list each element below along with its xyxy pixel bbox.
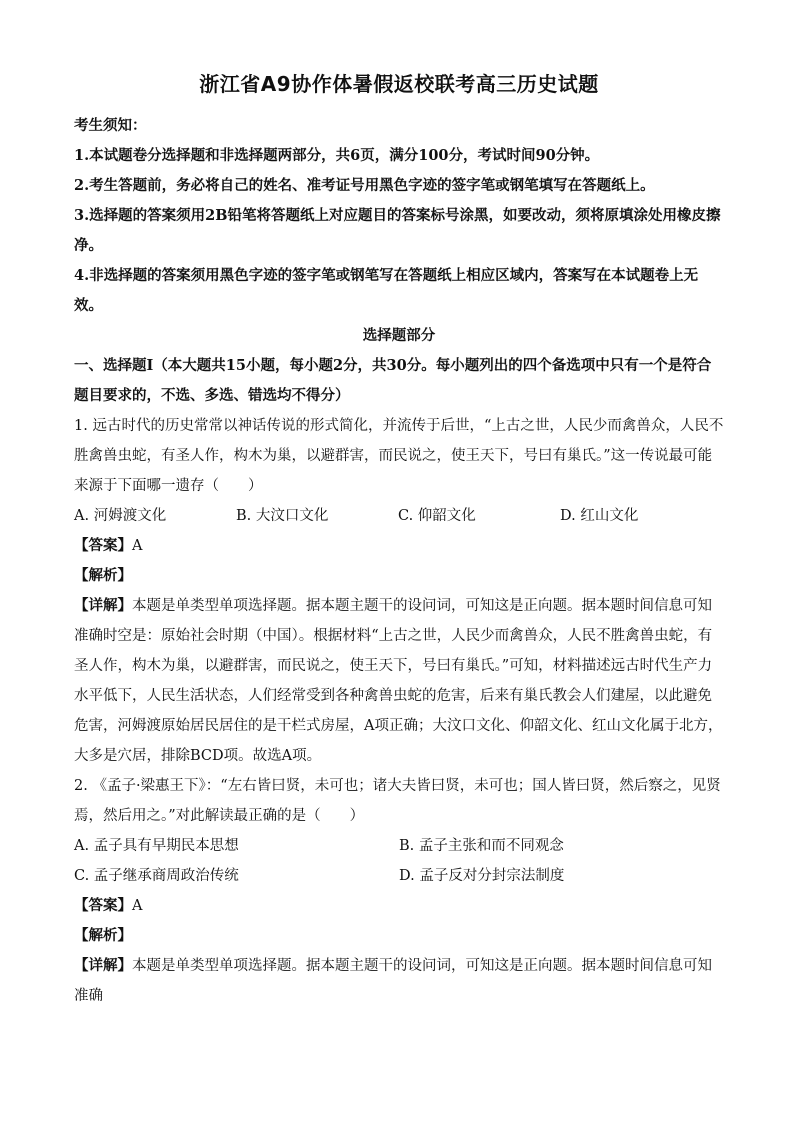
q2-option-a: A. 孟子具有早期民本思想	[74, 838, 239, 854]
q2-detail	[74, 951, 724, 1011]
notice-item-1: 1.本试题卷分选择题和非选择题两部分，共6页，满分100分，考试时间90分钟。	[74, 147, 600, 164]
q1-option-b: B. 大汶口文化	[236, 508, 329, 524]
q1-answer-value: A	[132, 538, 143, 554]
question-2-stem: 2. 《孟子·梁惠王下》：“左右皆曰贤，未可也；诸大夫皆曰贤，未可也；国人皆曰贤，然后察之，见贤焉，然后用之。”对此解读最正确的是（ ）	[74, 778, 721, 824]
q1-detail	[74, 591, 724, 771]
document-page	[74, 60, 724, 1011]
q2-answer	[74, 891, 724, 921]
q1-analysis-label: 【解析】	[74, 567, 132, 584]
q1-answer-label: 【答案】	[74, 537, 132, 554]
q2-answer-label: 【答案】	[74, 897, 132, 914]
q2-analysis-label: 【解析】	[74, 927, 132, 944]
notice-heading: 考生须知：	[74, 117, 147, 134]
q1-detail-label: 【详解】	[74, 597, 132, 614]
q1-detail-text: 本题是单类型单项选择题。据本题主题干的设问词，可知这是正向题。据本题时间信息可知准确时空是：原始社会时期（中国）。根据材料“上古之世，人民少而禽兽众，人民不胜禽兽虫蛇，有圣人作，构木为巢，以避群害，而民说之，使王天下，号曰有巢氏。”可知，材料描述远古时代生产力水平低下，人民生活状态，人们经常受到各种禽兽虫蛇的危害，后来有巢氏教会人们建屋，以此避免危害，河姆渡原始居民居住的是干栏式房屋，A项正确；大汶口文化、仰韶文化、红山文化属于北方，大多是穴居，排除BCD项。故选A项。	[74, 598, 723, 764]
q1-option-a: A. 河姆渡文化	[74, 508, 167, 524]
q2-option-b: B. 孟子主张和而不同观念	[399, 838, 564, 854]
q1-option-d: D. 红山文化	[560, 508, 639, 524]
question-1-stem: 1. 远古时代的历史常常以神话传说的形式简化，并流传于后世，“上古之世，人民少而禽兽众，人民不胜禽兽虫蛇，有圣人作，构木为巢，以避群害，而民说之，使王天下，号曰有巢氏。”这一传说最可能来源于下面哪一遗存（ ）	[74, 418, 724, 494]
q2-detail-text: 本题是单类型单项选择题。据本题主题干的设问词，可知这是正向题。据本题时间信息可知准确	[74, 958, 712, 1004]
page-title: 浙江省A9协作体暑假返校联考高三历史试题	[199, 72, 599, 96]
notice-item-3: 3.选择题的答案须用2B铅笔将答题纸上对应题目的答案标号涂黑，如要改动，须将原填涂处用橡皮擦净。	[74, 207, 721, 254]
q2-option-d: D. 孟子反对分封宗法制度	[399, 868, 565, 884]
section-title: 选择题部分	[362, 327, 436, 344]
question-2-options-row-2	[74, 861, 724, 891]
q1-answer	[74, 531, 724, 561]
q2-option-c: C. 孟子继承商周政治传统	[74, 868, 239, 884]
question-2-options-row-1	[74, 831, 724, 861]
section-intro: 一、选择题Ⅰ（本大题共15小题，每小题2分，共30分。每小题列出的四个备选项中只有一个是符合题目要求的，不选、多选、错选均不得分）	[74, 357, 712, 404]
q2-answer-value: A	[132, 898, 143, 914]
q1-option-c: C. 仰韶文化	[398, 508, 476, 524]
notice-item-4: 4.非选择题的答案须用黑色字迹的签字笔或钢笔写在答题纸上相应区域内，答案写在本试题卷上无效。	[74, 267, 699, 314]
q2-detail-label: 【详解】	[74, 957, 132, 974]
notice-item-2: 2.考生答题前，务必将自己的姓名、准考证号用黑色字迹的签字笔或钢笔填写在答题纸上。	[74, 177, 655, 194]
question-1-options	[74, 501, 724, 531]
